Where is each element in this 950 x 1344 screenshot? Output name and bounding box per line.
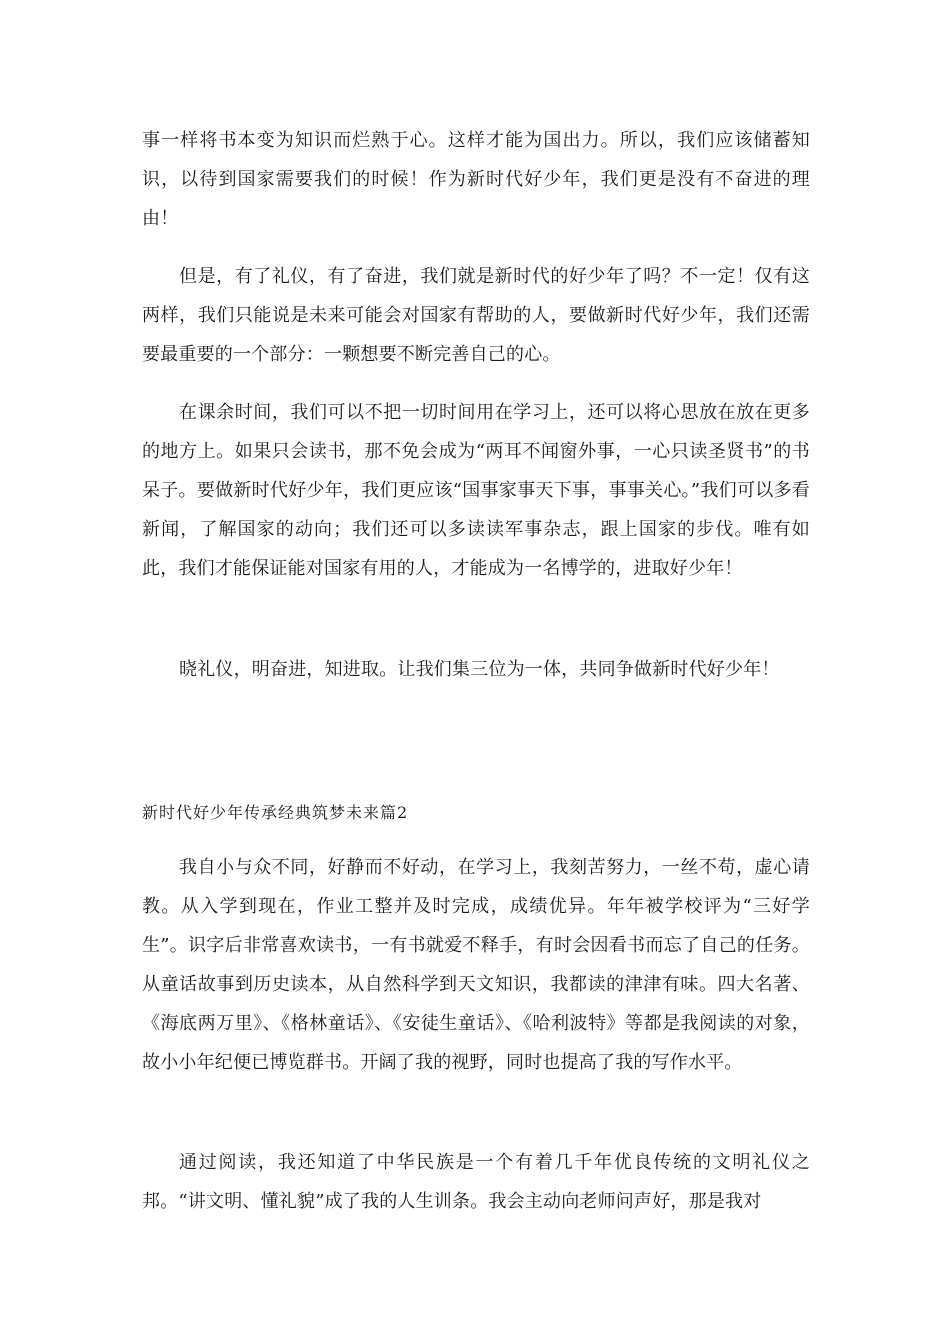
paragraph-reading-habits: 我自小与众不同，好静而不好动，在学习上，我刻苦努力，一丝不苟，虚心请教。从入学到现在，作业工整并及时完成，成绩优异。年年被学校评为“三好学生”。识字后非常喜欢读书，一有书就爱不释手，有时会因看书而忘了自己的任务。从童话故事到历史读本，从自然科学到天文知识，我都读的津津有味。四大名著、《海底两万里》、《格林童话》、《安徒生童话》、《哈利波特》等都是我阅读的对象，故小小年纪便已博览群书。开阔了我的视野，同时也提高了我的写作水平。 [142,857,810,1073]
paragraph-etiquette-progress: 但是，有了礼仪，有了奋进，我们就是新时代的好少年了吗？不一定！仅有这两样，我们只能说是未来可能会对国家有帮助的人，要做新时代好少年，我们还需要最重要的一个部分：一颗想要不断完善自己的心。 [142,266,810,365]
paragraph-conclusion: 晓礼仪，明奋进，知进取。让我们集三位为一体，共同争做新时代好少年！ [179,659,780,680]
section-title: 新时代好少年传承经典筑梦未来篇2 [142,803,409,822]
paragraph-continuation: 事一样将书本变为知识而烂熟于心。这样才能为国出力。所以，我们应该储蓄知识，以待到国家需要我们的时候！作为新时代好少年，我们更是没有不奋进的理由！ [142,130,810,229]
paragraph-etiquette-lessons: 通过阅读，我还知道了中华民族是一个有着几千年优良传统的文明礼仪之邦。“讲文明、懂礼貌”成了我的人生训条。我会主动向老师问声好，那是我对 [142,1152,810,1212]
paragraph-extracurricular: 在课余时间，我们可以不把一切时间用在学习上，还可以将心思放在放在更多的地方上。如果只会读书，那不免会成为“两耳不闻窗外事，一心只读圣贤书”的书呆子。要做新时代好少年，我们更应该“国事家事天下事，事事关心。”我们可以多看新闻，了解国家的动向；我们还可以多读读军事杂志，跟上国家的步伐。唯有如此，我们才能保证能对国家有用的人，才能成为一名博学的，进取好少年！ [142,402,810,579]
